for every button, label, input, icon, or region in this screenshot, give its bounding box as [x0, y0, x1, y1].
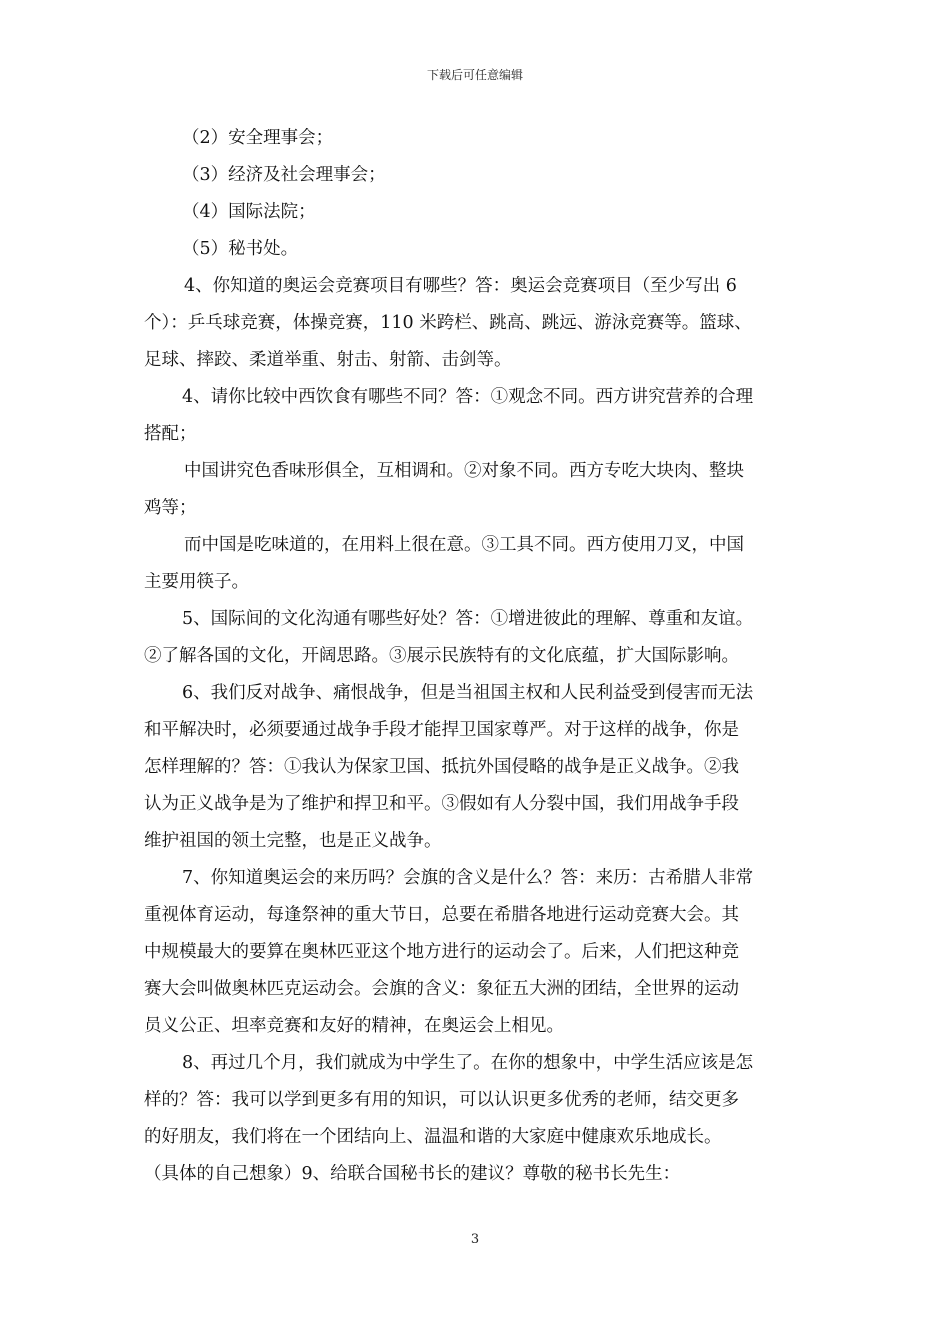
text-line: 6、我们反对战争、痛恨战争，但是当祖国主权和人民利益受到侵害而无法 — [182, 683, 754, 703]
page-header: 下载后可任意编辑 — [426, 68, 523, 82]
text-line: （3）经济及社会理事会； — [182, 165, 386, 185]
document-body — [144, 120, 810, 1193]
text-line: 7、你知道奥运会的来历吗？会旗的含义是什么？答：来历：古希腊人非常 — [182, 868, 754, 888]
text-line: 8、再过几个月，我们就成为中学生了。在你的想象中，中学生活应该是怎 — [182, 1053, 754, 1073]
text-line: 4、你知道的奥运会竞赛项目有哪些？答：奥运会竞赛项目（至少写出 6 — [184, 276, 737, 296]
text-line: 4、请你比较中西饮食有哪些不同？答：①观念不同。西方讲究营养的合理 — [182, 387, 754, 407]
text-line: 鸡等； — [144, 498, 197, 518]
text-line: 样的？答：我可以学到更多有用的知识，可以认识更多优秀的老师，结交更多 — [144, 1090, 739, 1110]
text-line: 和平解决时，必须要通过战争手段才能捍卫国家尊严。对于这样的战争，你是 — [144, 720, 739, 740]
text-line: （5）秘书处。 — [182, 239, 299, 259]
text-line: 重视体育运动，每逢祭神的重大节日，总要在希腊各地进行运动竞赛大会。其 — [144, 905, 739, 925]
text-line: 中规模最大的要算在奥林匹亚这个地方进行的运动会了。后来，人们把这种竞 — [144, 942, 739, 962]
text-line: （4）国际法院； — [182, 202, 316, 222]
text-line: 主要用筷子。 — [144, 572, 249, 592]
text-line: 认为正义战争是为了维护和捍卫和平。③假如有人分裂中国，我们用战争手段 — [144, 794, 739, 814]
text-line: （2）安全理事会； — [182, 128, 334, 148]
text-line: 赛大会叫做奥林匹克运动会。会旗的含义：象征五大洲的团结，全世界的运动 — [144, 979, 739, 999]
text-line: 员义公正、坦率竞赛和友好的精神，在奥运会上相见。 — [144, 1016, 564, 1036]
text-line: 足球、摔跤、柔道举重、射击、射箭、击剑等。 — [144, 350, 512, 370]
text-line: 而中国是吃味道的，在用料上很在意。③工具不同。西方使用刀叉，中国 — [184, 535, 744, 555]
text-line: 中国讲究色香味形俱全，互相调和。②对象不同。西方专吃大块肉、整块 — [184, 461, 744, 481]
text-line: 搭配； — [144, 424, 197, 444]
text-line: （具体的自己想象）9、给联合国秘书长的建议？尊敬的秘书长先生： — [144, 1164, 681, 1184]
page-number: 3 — [470, 1232, 480, 1247]
text-line: 的好朋友，我们将在一个团结向上、温温和谐的大家庭中健康欢乐地成长。 — [144, 1127, 722, 1147]
text-line: 维护祖国的领土完整，也是正义战争。 — [144, 831, 442, 851]
text-line: ②了解各国的文化，开阔思路。③展示民族特有的文化底蕴，扩大国际影响。 — [144, 646, 739, 666]
text-line: 个）：乒乓球竞赛，体操竞赛，110 米跨栏、跳高、跳远、游泳竞赛等。篮球、 — [144, 313, 752, 333]
text-line: 5、国际间的文化沟通有哪些好处？答：①增进彼此的理解、尊重和友谊。 — [182, 609, 754, 629]
text-line: 怎样理解的？答：①我认为保家卫国、抵抗外国侵略的战争是正义战争。②我 — [144, 757, 739, 777]
